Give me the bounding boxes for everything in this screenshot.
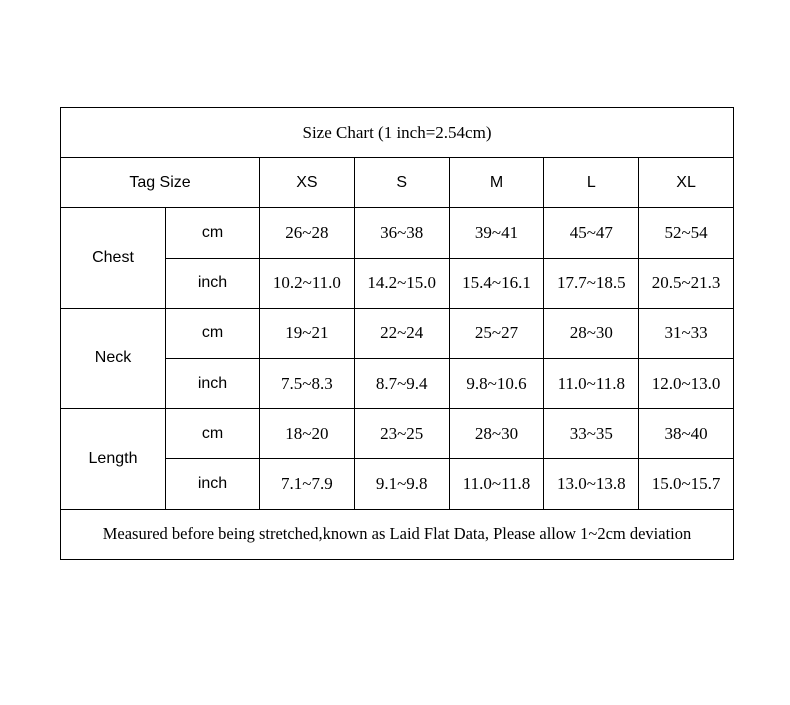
table-cell: 28~30 [449, 409, 544, 459]
table-cell: 38~40 [639, 409, 734, 459]
table-cell: 11.0~11.8 [544, 358, 639, 408]
unit-label: cm [166, 409, 260, 459]
table-cell: 8.7~9.4 [354, 358, 449, 408]
table-cell: 15.4~16.1 [449, 258, 544, 308]
group-label-neck: Neck [61, 308, 166, 408]
unit-label: cm [166, 308, 260, 358]
size-header-s: S [354, 158, 449, 208]
table-cell: 28~30 [544, 308, 639, 358]
table-cell: 9.8~10.6 [449, 358, 544, 408]
group-label-chest: Chest [61, 208, 166, 308]
table-cell: 12.0~13.0 [639, 358, 734, 408]
table-cell: 20.5~21.3 [639, 258, 734, 308]
table-cell: 10.2~11.0 [260, 258, 355, 308]
unit-label: inch [166, 358, 260, 408]
tag-size-label: Tag Size [61, 158, 260, 208]
table-cell: 36~38 [354, 208, 449, 258]
size-header-xl: XL [639, 158, 734, 208]
unit-label: inch [166, 459, 260, 509]
size-header-m: M [449, 158, 544, 208]
size-header-xs: XS [260, 158, 355, 208]
table-cell: 23~25 [354, 409, 449, 459]
size-header-l: L [544, 158, 639, 208]
table-cell: 19~21 [260, 308, 355, 358]
table-cell: 26~28 [260, 208, 355, 258]
table-row [61, 208, 734, 258]
table-cell: 14.2~15.0 [354, 258, 449, 308]
table-cell: 17.7~18.5 [544, 258, 639, 308]
size-chart-title: Size Chart (1 inch=2.54cm) [61, 108, 734, 158]
table-cell: 25~27 [449, 308, 544, 358]
table-cell: 7.1~7.9 [260, 459, 355, 509]
table-cell: 52~54 [639, 208, 734, 258]
table-cell: 33~35 [544, 409, 639, 459]
table-row [61, 308, 734, 358]
table-cell: 39~41 [449, 208, 544, 258]
size-chart-table [60, 107, 734, 560]
table-cell: 11.0~11.8 [449, 459, 544, 509]
table-cell: 22~24 [354, 308, 449, 358]
table-cell: 31~33 [639, 308, 734, 358]
title-row [61, 108, 734, 158]
table-cell: 7.5~8.3 [260, 358, 355, 408]
table-cell: 13.0~13.8 [544, 459, 639, 509]
size-header-row [61, 158, 734, 208]
unit-label: cm [166, 208, 260, 258]
unit-label: inch [166, 258, 260, 308]
table-cell: 9.1~9.8 [354, 459, 449, 509]
table-cell: 15.0~15.7 [639, 459, 734, 509]
table-row [61, 409, 734, 459]
group-label-length: Length [61, 409, 166, 509]
table-cell: 18~20 [260, 409, 355, 459]
measurement-note: Measured before being stretched,known as Laid Flat Data, Please allow 1~2cm deviation [61, 509, 734, 559]
footer-row [61, 509, 734, 559]
table-cell: 45~47 [544, 208, 639, 258]
